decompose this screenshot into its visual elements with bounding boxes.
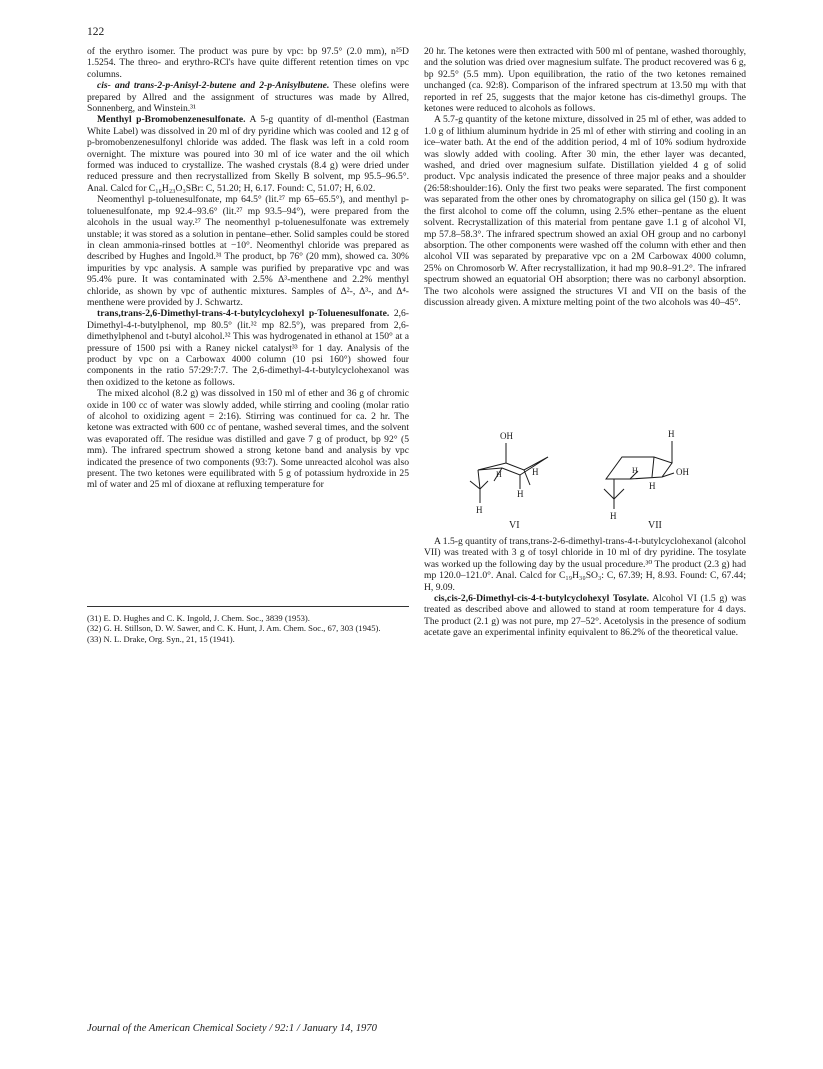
structure-vi-tbutyl-methyl-2 <box>480 481 488 489</box>
left-paragraph-3 <box>87 114 409 194</box>
structure-vi-oh: OH <box>500 431 513 441</box>
right-paragraph-3: A 1.5-g quantity of trans,trans-2-6-dimethyl-trans-4-t-butylcyclohexanol (alcohol VII) was treated with 3 g of tosyl chloride in 10 ml of dry pyridine. The tosylate was worked up the following day by the usual procedure.³⁰ The product (2.3 g) had mp 120.0–121.0°. Anal. Calcd for C₁₉H₃₀SO₃: C, 67.39; H, 8.93. Found: C, 67.44; H, 9.09. <box>424 536 746 593</box>
right-column <box>424 46 746 308</box>
right-paragraph-2: A 5.7-g quantity of the ketone mixture, dissolved in 25 ml of ether, was added to 1.0 g of lithium aluminum hydride in 25 ml of ether with stirring and cooling in an ice–water bath. At the end of the addition period, 4 ml of 10% sodium hydroxide was slowly added with cooling. After 30 min, the ether layer was decanted, washed, and dried over magnesium sulfate. Distillation yielded 4 g of solid product. Vpc analysis indicated the presence of three major peaks and a shoulder (26:58:shoulder:16). Only the first two peaks were separated. The first component was separated from the other ones by chromatography on silica gel (150 g). It was the first alcohol to come off the column, using 2.5% ether–pentane as the eluent solvent. Recrystallization of this material from pentane gave 1.1 g of alcohol VI, mp 57.8–58.3°. The infrared spectrum showed an axial OH group and no carbonyl absorption. The other components were washed off the column with ether and then alcohol VII was separated by preparative vpc on a 2M Carbowax 4000 column, 25% on Chromosorb W. After recrystallization, it had mp 90.8–91.2°. The infrared spectrum showed an equatorial OH absorption; there was no carbonyl absorption. The two alcohols were assigned the structures VI and VII on the basis of the discussion already given. A mixture melting point of the two alcohols was 40–45°. <box>424 114 746 308</box>
structure-vii-tbutyl-methyl-2 <box>614 489 624 499</box>
section-heading-anisylbutene: cis- and trans-2-p-Anisyl-2-butene and 2-p-Anisylbutene. <box>97 80 330 92</box>
left-paragraph-5-body: 2,6-Dimethyl-4-t-butylphenol, mp 80.5° (lit.³² mp 82.5°), was prepared from 2,6-dimethylphenol and t-butyl alcohol.³² This was hydrogenated in ethanol at 150° at a pressure of 1500 psi with a Raney nickel catalyst³³ for 1 day. Analysis of the product by vpc on a Carbowax 4000 column (10 psi 160°) showed four components in the ratio 57:29:7:7. The 2,6-dimethyl-4-t-butylcyclohexanol was then oxidized to the ketone as follows. <box>87 308 409 388</box>
right-paragraph-4 <box>424 593 746 639</box>
structure-vi <box>470 431 548 531</box>
left-paragraph-2-body: These olefins were prepared by Allred and the assignment of structures was made by Allred, Sonnenberg, and Winstein.³¹ <box>87 80 409 115</box>
structure-vii <box>604 429 689 531</box>
structure-vi-tbutyl-bond <box>478 470 480 489</box>
structure-vii-axial-bond <box>652 457 654 477</box>
structure-vii-h-2: H <box>649 481 656 491</box>
page-number: 122 <box>87 26 105 38</box>
footnotes <box>87 606 409 644</box>
left-paragraph-2 <box>87 80 409 114</box>
structure-vi-h-3: H <box>517 489 524 499</box>
section-heading-dimethyl-butylcyclohexyl-toluenesulfonate: trans,trans-2,6-Dimethyl-trans-4-t-butylcyclohexyl p-Toluenesulfonate. <box>97 308 390 320</box>
left-column <box>87 46 409 491</box>
structure-vii-ring <box>606 457 672 479</box>
right-column-lower <box>424 536 746 639</box>
journal-footer: Journal of the American Chemical Society / 92:1 / January 14, 1970 <box>87 1023 377 1034</box>
left-paragraph-3-body: A 5-g quantity of dl-menthol (Eastman White Label) was dissolved in 20 ml of dry pyridine which was cooled and 12 g of p-bromobenzenesulfonyl chloride was added. The flask was left in a cold room overnight. The mixture was poured into 30 ml of ice water and the oil which formed was induced to crystallize. The washed crystals (8.4 g) were dried under reduced pressure and then recrystallized from Skelly B solvent, mp 95.5–96.5°. Anal. Calcd for C₁₆H₂₃O₃SBr: C, 51.20; H, 6.17. Found: C, 51.07; H, 6.02. <box>87 114 409 194</box>
structure-diagram <box>454 427 734 531</box>
structure-vii-h-top: H <box>668 429 675 439</box>
right-paragraph-4-body: Alcohol VI (1.5 g) was treated as described above and allowed to stand at room temperature for 4 days. The product (2.1 g) was not pure, mp 27–52°. Acetolysis in the presence of sodium acetate gave an experimental infinity equivalent to 86.2% of the theoretical value. <box>424 593 746 639</box>
footnote-31: (31) E. D. Hughes and C. K. Ingold, J. Chem. Soc., 3839 (1953). <box>87 613 310 623</box>
structure-vi-tbutyl-methyl-1 <box>470 481 480 489</box>
left-paragraph-6: The mixed alcohol (8.2 g) was dissolved in 150 ml of ether and 36 g of chromic oxide in 100 cc of water was slowly added, while stirring and cooling (molar ratio of alcohol to oxidizing agent = 2:16). Stirring was continued for ca. 2 hr. The ketone was extracted with 600 cc of pentane, washed several times, and the solvent was evaporated off. The residue was distilled and gave 7 g of product, bp 92° (5 mm). The infrared spectrum showed a strong ketone band and analysis by vpc indicated the presence of two components (93:7). Some unreacted alcohol was also present. The two ketones were equilibrated with 5 g of potassium hydroxide in 25 ml of water and 25 ml of dioxane at refluxing temperature for <box>87 388 409 491</box>
structure-vi-ring-bond <box>524 470 530 485</box>
footnote-33: (33) N. L. Drake, Org. Syn., 21, 15 (1941). <box>87 633 235 644</box>
structure-vii-label: VII <box>648 520 662 531</box>
section-heading-menthyl-bromobenzenesulfonate: Menthyl p-Bromobenzenesulfonate. <box>97 114 246 126</box>
section-heading-cis-dimethyl-tosylate: cis,cis-2,6-Dimethyl-cis-4-t-butylcyclohexyl Tosylate. <box>434 593 650 605</box>
structure-vii-h-bottom: H <box>610 511 617 521</box>
left-paragraph-4: Neomenthyl p-toluenesulfonate, mp 64.5° (lit.²⁷ mp 65–65.5°), and menthyl p-toluenesulfonate, mp 92.4–93.6° (lit.²⁷ mp 93.5–94°), were prepared from the alcohols in the usual way.²⁷ The neomenthyl p-toluenesulfonate was extremely unstable; it was stored as a solution in pentane–ether. Solid samples could be stored in clean ammonia-rinsed bottles at −10°. Neomenthyl chloride was prepared as described by Hughes and Ingold.³¹ The product, bp 76° (20 mm), showed ca. 30% impurities by vpc analysis. A sample was purified by preparative vpc and was 95.4% pure. It was contaminated with 2.5% Δ³-menthene and 2.2% menthyl chloride, as shown by vpc of authentic mixtures. Samples of Δ²-, Δ³-, and Δ⁴-menthene were provided by J. Schwartz. <box>87 194 409 308</box>
left-paragraph-5 <box>87 308 409 388</box>
structure-vii-tbutyl-methyl-1 <box>604 489 614 499</box>
structure-vii-oh: OH <box>676 467 689 477</box>
structure-vi-h-2: H <box>496 470 502 479</box>
chemical-structures <box>454 427 734 531</box>
structure-vi-h-1: H <box>532 467 539 477</box>
structure-vi-h-bottom: H <box>476 505 483 515</box>
footnote-32: (32) G. H. Stillson, D. W. Sawer, and C. K. Hunt, J. Am. Chem. Soc., 67, 303 (1945). <box>87 623 381 634</box>
structure-vii-h-1: H <box>632 466 638 475</box>
right-paragraph-1: 20 hr. The ketones were then extracted with 500 ml of pentane, washed thoroughly, and the solution was dried over magnesium sulfate. The product recovered was 6 g, bp 92.5° (5.5 mm). Upon equilibration, the ratio of the two ketones remained unchanged (ca. 92:8). Comparison of the infrared spectrum at 13.50 mμ with that reported in ref 25, suggests that the major ketone has cis-dimethyl groups. The ketones were reduced to alcohols as follows. <box>424 46 746 115</box>
left-paragraph-1: of the erythro isomer. The product was pure by vpc: bp 97.5° (2.0 mm), n²⁵D 1.5254. The threo- and erythro-RCl's have quite different retention times on vpc columns. <box>87 46 409 80</box>
structure-vi-label: VI <box>509 520 520 531</box>
